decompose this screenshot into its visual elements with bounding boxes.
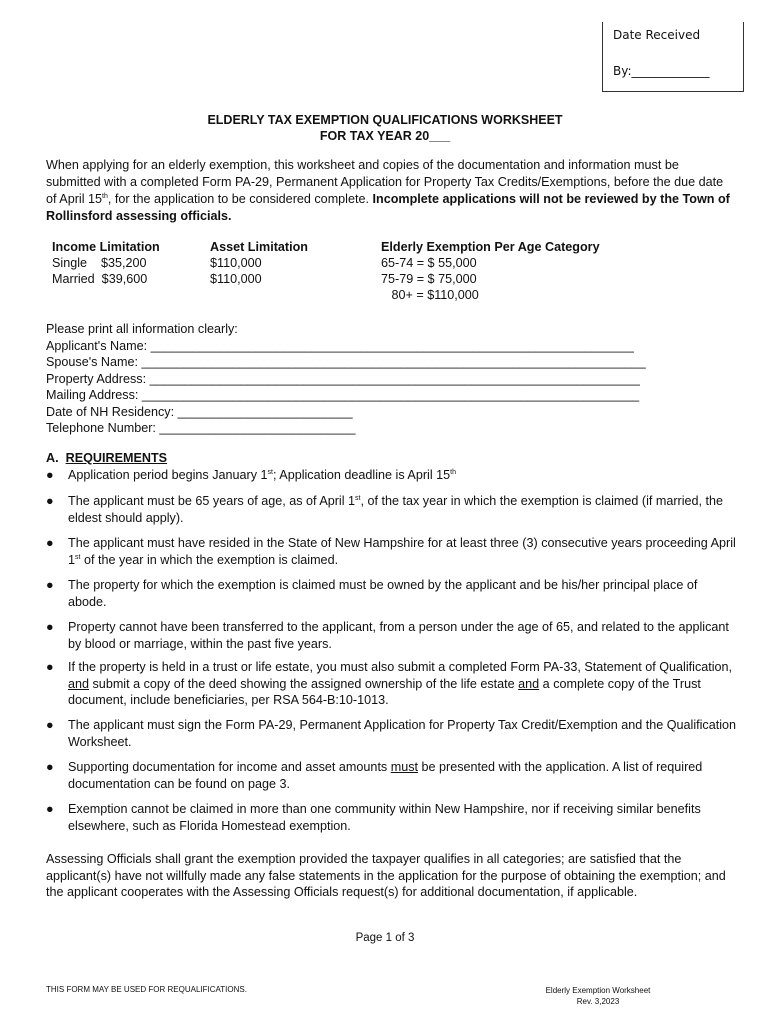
requirement-text-part: of the year in which the exemption is claimed. — [80, 552, 339, 567]
requirement-text — [68, 467, 738, 484]
income-limitation-heading: Income Limitation — [52, 240, 160, 254]
intro-paragraph — [46, 157, 736, 225]
received-by-label: By:_____________ — [613, 64, 710, 78]
underlined-word: must — [390, 760, 419, 774]
mailing-address-field[interactable]: Mailing Address: _______________________________________________________________________ — [46, 388, 640, 402]
superscript: st — [267, 468, 273, 476]
requirement-text — [68, 535, 738, 568]
intro-text-continued: , for the application to be considered complete. — [107, 192, 373, 206]
bullet: ● — [46, 660, 54, 674]
requirement-text-part: , of the tax year in which the exemption is claimed (if married, the eldest should apply). — [68, 494, 724, 525]
date-received-label: Date Received — [613, 28, 701, 42]
bullet: ● — [46, 494, 54, 508]
footer-form-name: Elderly Exemption Worksheet — [545, 986, 651, 995]
age-75-79: 75-79 = $ 75,000 — [381, 272, 477, 286]
requirement-text-part: submit a copy of the deed showing the assigned ownership of the life estate — [89, 676, 519, 691]
asset-limitation-heading: Asset Limitation — [210, 240, 308, 254]
intro-text: When applying for an elderly exemption, this worksheet and copies of the documentation and information must be submitted with a completed Form PA-29, Permanent Application for Property Tax Credits/Exemptions, before the due date of April 15 — [46, 158, 724, 206]
age-category-column — [381, 239, 600, 303]
requirement-text-part: a complete copy of the Trust document, include beneficiaries, per RSA 564-B:10-1013. — [68, 676, 701, 707]
print-instruction: Please print all information clearly: — [46, 322, 238, 336]
applicant-name-field[interactable]: Applicant's Name: _____________________________________________________________________ — [46, 338, 634, 353]
spouse-name-field[interactable]: Spouse's Name: ________________________________________________________________________ — [46, 355, 646, 369]
requirement-text: Property cannot have been transferred to the applicant, from a person under the age of 65, and related to the applicant by blood or marriage, within the past five years. — [68, 620, 729, 651]
superscript: st — [75, 553, 81, 561]
requirement-text: The applicant must sign the Form PA-29, Permanent Application for Property Tax Credit/Exemption and the Qualification Worksheet. — [68, 718, 737, 749]
requirement-text: The property for which the exemption is claimed must be owned by the applicant and be his/her principal place of abode. — [68, 578, 698, 609]
asset-single: $110,000 — [210, 256, 262, 270]
requirement-text-part: If the property is held in a trust or life estate, you must also submit a completed Form PA-33, Statement of Qualification, — [68, 660, 733, 674]
requirement-text — [68, 659, 738, 709]
age-80-plus: 80+ = $110,000 — [381, 288, 479, 302]
requirement-text-part: be presented with the application. A list of required documentation can be found on page 3. — [68, 760, 703, 791]
document-subtitle: FOR TAX YEAR 20___ — [319, 129, 451, 143]
bullet: ● — [46, 620, 54, 634]
closing-paragraph: Assessing Officials shall grant the exemption provided the taxpayer qualifies in all categories; are satisfied that the applicant(s) have not willfully made any false statements in the application for the purpose of obtaining the exemption; and the applicant cooperates with the Assessing Officials request(s) for additional documentation, if applicable. — [46, 852, 726, 899]
bullet: ● — [46, 536, 54, 550]
requirement-text — [68, 759, 738, 792]
requirement-text: Exemption cannot be claimed in more than one community within New Hampshire, nor if receiving similar benefits elsewhere, such as Florida Homestead exemption. — [68, 802, 701, 833]
requirement-text-part: Supporting documentation for income and asset amounts — [68, 760, 391, 774]
bullet: ● — [46, 802, 54, 816]
requirements-heading — [46, 451, 167, 465]
asset-limitation-column — [210, 239, 308, 287]
underlined-word: and — [518, 676, 540, 691]
bullet: ● — [46, 468, 54, 482]
requirement-text-part: The applicant must be 65 years of age, as of April 1 — [68, 494, 356, 508]
bullet: ● — [46, 578, 54, 592]
asset-married: $110,000 — [210, 272, 262, 286]
intro-warning: Incomplete applications will not be reviewed by the Town of Rollinsford assessing officials. — [46, 192, 730, 223]
superscript: st — [355, 494, 361, 502]
superscript: th — [450, 468, 456, 476]
footer-revision: Rev. 3,2023 — [576, 997, 620, 1006]
requirement-text-part: ; Application deadline is April 15 — [273, 468, 451, 482]
footer-note: THIS FORM MAY BE USED FOR REQUALIFICATIONS. — [46, 985, 247, 994]
intro-superscript: th — [102, 192, 108, 200]
requirement-text-part: The applicant must have resided in the State of New Hampshire for at least three (3) consecutive years proceeding April 1 — [68, 536, 736, 567]
nh-residency-date-field[interactable]: Date of NH Residency: _________________________ — [46, 404, 353, 419]
underlined-word: and — [68, 676, 90, 691]
footer-revision-block — [470, 985, 726, 1007]
page-number: Page 1 of 3 — [355, 932, 415, 944]
requirement-text-part: Application period begins January 1 — [68, 468, 268, 482]
income-single: Single $35,200 — [52, 256, 147, 270]
telephone-number-field[interactable]: Telephone Number: ____________________________ — [46, 421, 356, 435]
income-limitation-column — [52, 239, 160, 287]
requirement-text — [68, 493, 738, 526]
document-title: ELDERLY TAX EXEMPTION QUALIFICATIONS WORKSHEET — [207, 113, 563, 127]
age-category-heading: Elderly Exemption Per Age Category — [381, 240, 600, 254]
bullet: ● — [46, 718, 54, 732]
requirements-title: REQUIREMENTS — [65, 451, 168, 465]
bullet: ● — [46, 760, 54, 774]
property-address-field[interactable]: Property Address: ______________________________________________________________________ — [46, 371, 640, 386]
section-letter: A. — [46, 451, 66, 465]
income-married: Married $39,600 — [52, 272, 148, 286]
date-received-box — [602, 22, 744, 92]
age-65-74: 65-74 = $ 55,000 — [381, 256, 477, 270]
